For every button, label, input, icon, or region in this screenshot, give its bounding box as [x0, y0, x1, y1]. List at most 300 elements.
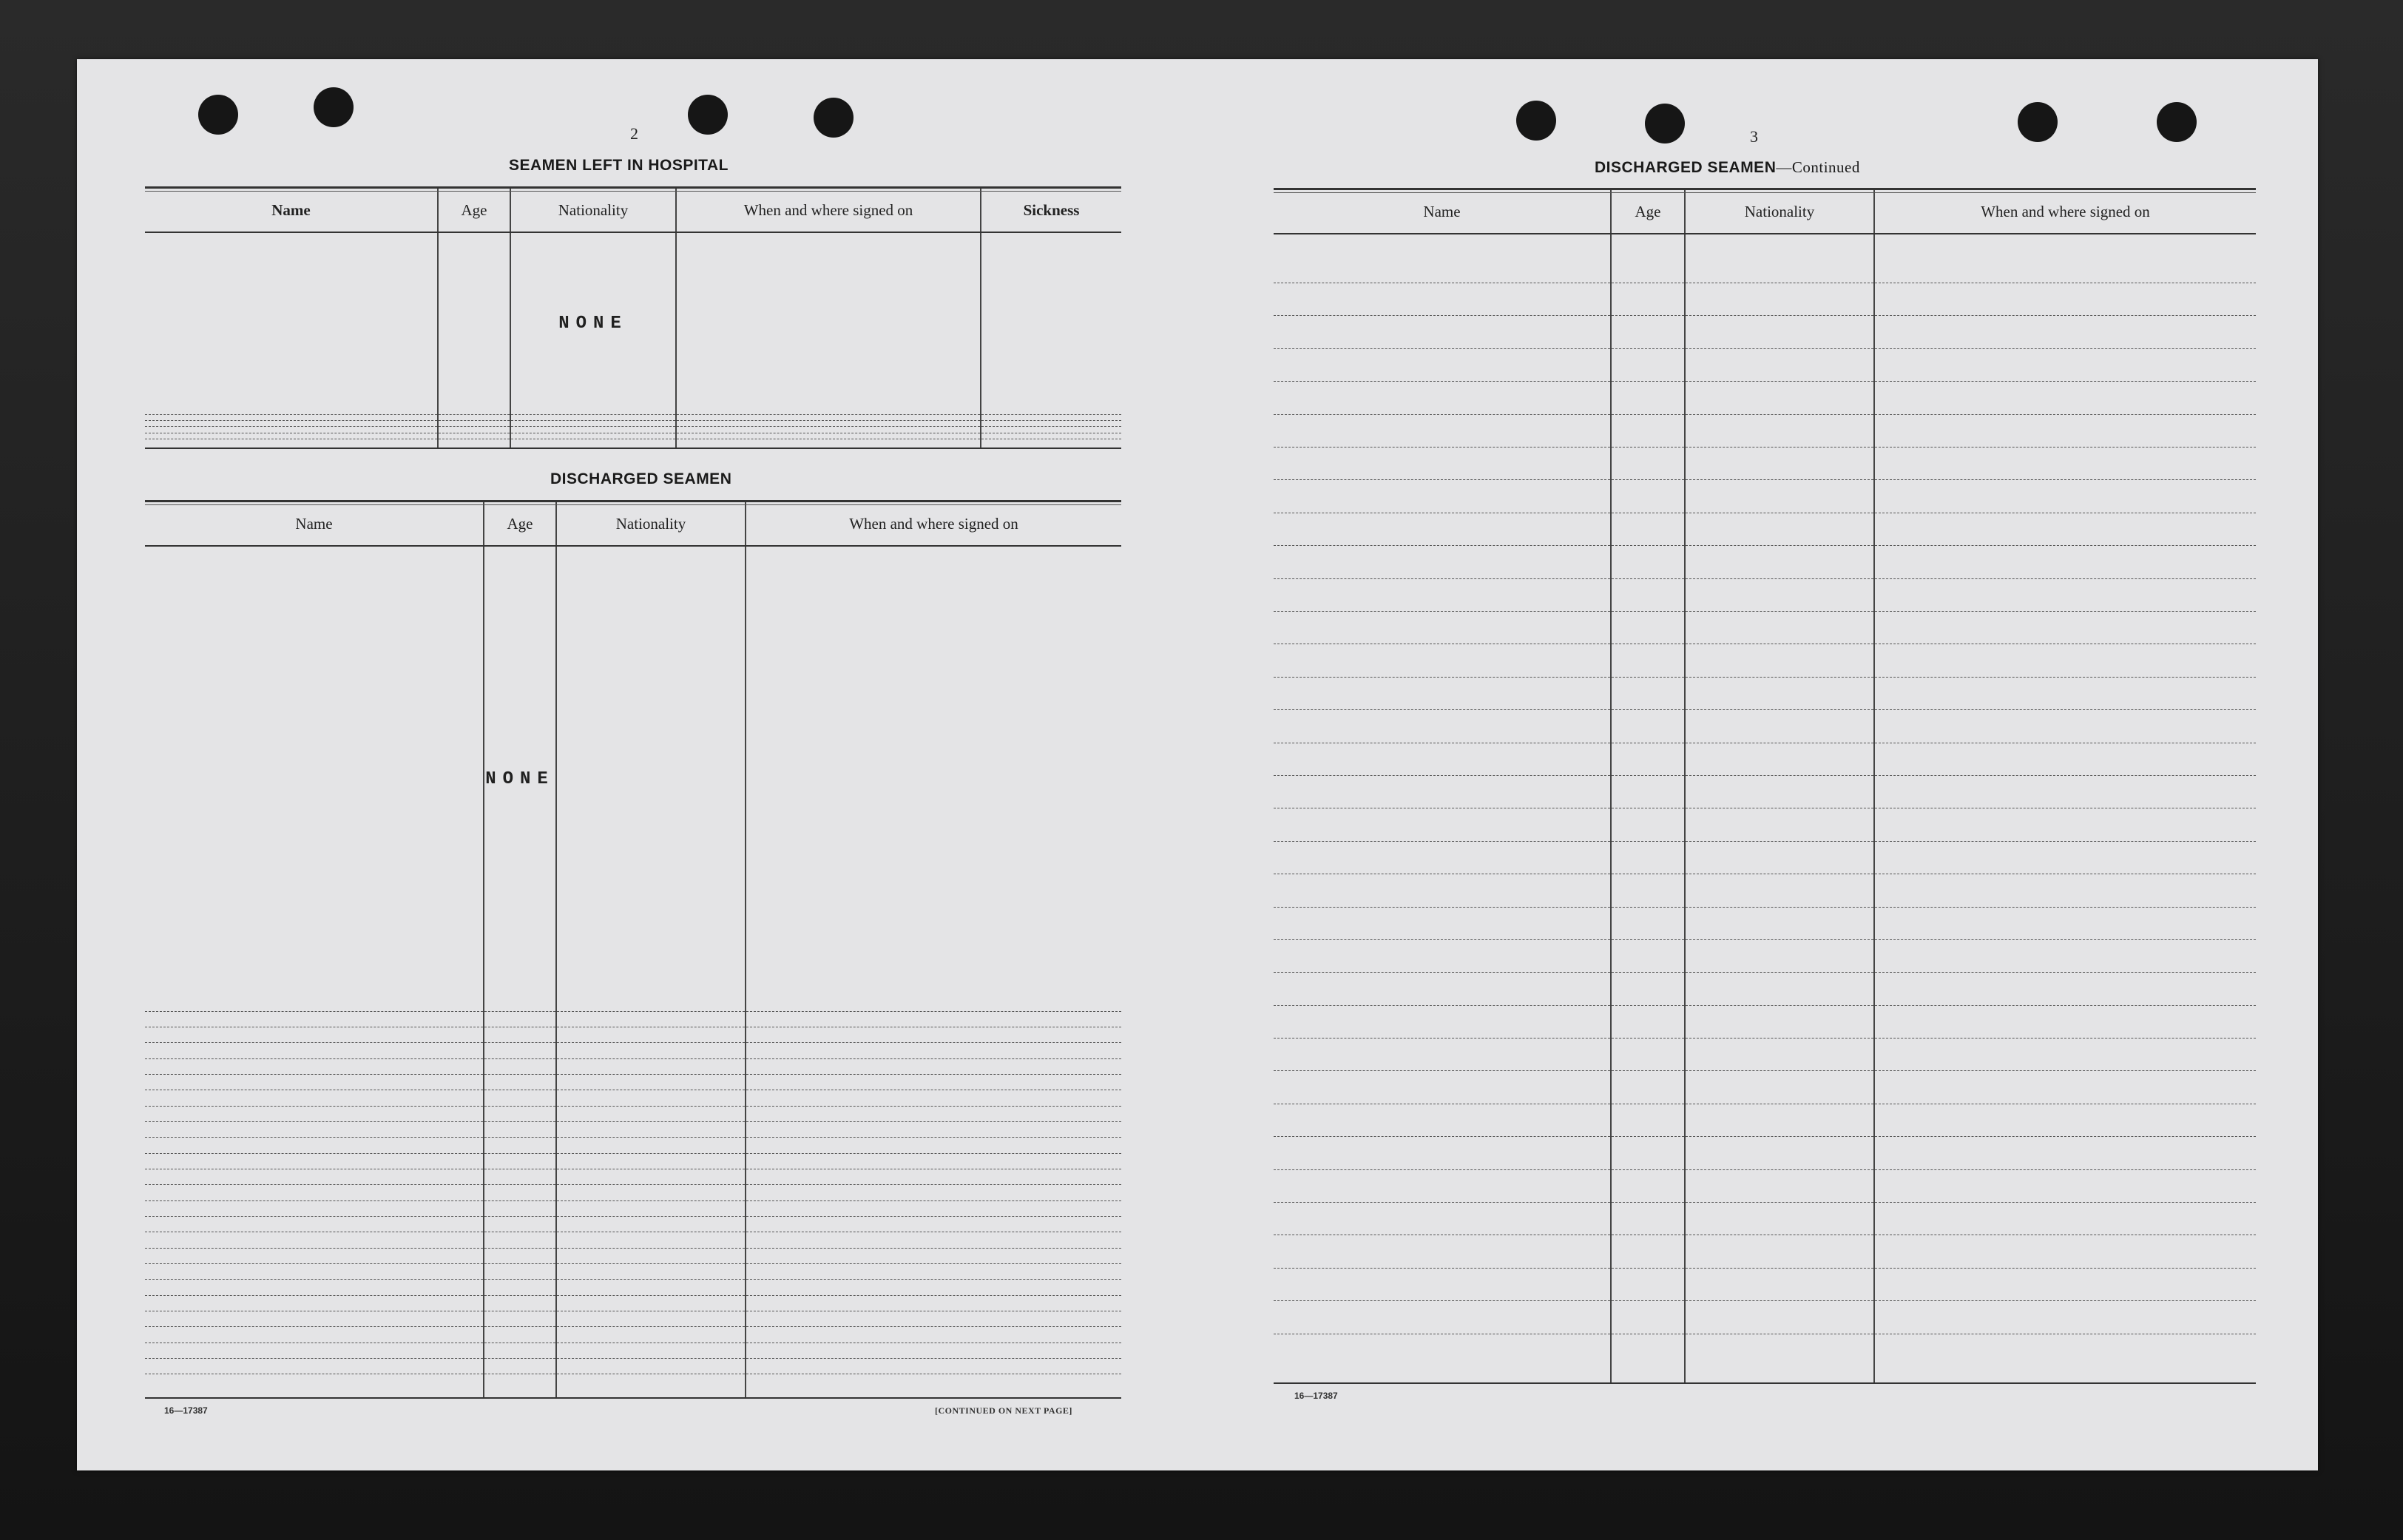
table-cell: [145, 1058, 484, 1074]
table-cell: [1274, 1334, 1611, 1383]
table-cell: [145, 546, 484, 1011]
table-cell: [1611, 1268, 1685, 1300]
table-cell: [746, 1217, 1121, 1232]
table-row: [1274, 316, 2256, 348]
table-cell: [145, 1343, 484, 1358]
continued-suffix: —Continued: [1776, 158, 1860, 176]
table-cell: [1685, 448, 1874, 480]
table-cell: [145, 1075, 484, 1090]
table-row: [1274, 1039, 2256, 1071]
table-cell: [556, 1153, 746, 1169]
table-cell: [145, 1374, 484, 1398]
table-cell: [484, 1106, 556, 1121]
table-cell: [484, 1200, 556, 1216]
table-cell: [1874, 644, 2256, 677]
table-row: [1274, 907, 2256, 939]
table-row: [1274, 612, 2256, 644]
table-cell: [1611, 1169, 1685, 1202]
table-cell: [484, 1295, 556, 1311]
table-cell: [1874, 448, 2256, 480]
table-row: [1274, 348, 2256, 381]
table-cell: [1611, 907, 1685, 939]
table-cell: [145, 232, 438, 414]
table-cell: [1274, 513, 1611, 545]
table-cell: [1685, 841, 1874, 874]
table-cell: [1874, 283, 2256, 316]
table-row: [145, 1153, 1121, 1169]
table-cell: [1611, 874, 1685, 907]
table-cell: [1685, 546, 1874, 578]
table-row: [145, 232, 1121, 414]
table-cell: [145, 1185, 484, 1200]
table-cell: [438, 427, 510, 433]
table-cell: [1274, 348, 1611, 381]
form-code-left: 16—17387: [164, 1405, 208, 1416]
table-row: [1274, 710, 2256, 743]
table-cell: [484, 1043, 556, 1058]
table-cell: [484, 1343, 556, 1358]
table-cell: [145, 420, 438, 426]
table-cell: [556, 1058, 746, 1074]
discharged-section-title: DISCHARGED SEAMEN: [550, 470, 732, 487]
table-cell: [1685, 1071, 1874, 1104]
table-cell: [484, 1232, 556, 1248]
table-row: [145, 1185, 1121, 1200]
table-row: [1274, 743, 2256, 775]
table-cell: [145, 439, 438, 448]
column-header-signed-on: When and where signed on: [1874, 190, 2256, 234]
table-cell: [1874, 841, 2256, 874]
hospital-section-title: SEAMEN LEFT IN HOSPITAL: [509, 157, 729, 174]
column-header-nationality: Nationality: [510, 189, 676, 232]
table-cell: [746, 1106, 1121, 1121]
table-cell: [1611, 1039, 1685, 1071]
table-cell: [556, 1311, 746, 1327]
table-row: [145, 1343, 1121, 1358]
table-cell: [1611, 808, 1685, 841]
table-row: [1274, 973, 2256, 1005]
table-cell: [556, 1138, 746, 1153]
table-cell: [1274, 1104, 1611, 1136]
column-header-signed-on: When and where signed on: [746, 502, 1121, 546]
table-cell: [1685, 1301, 1874, 1334]
table-cell: [1685, 234, 1874, 283]
table-cell: [1874, 939, 2256, 972]
table-cell: [145, 1327, 484, 1343]
table-cell: [484, 1374, 556, 1398]
table-cell: [1874, 1268, 2256, 1300]
table-cell: [746, 546, 1121, 1011]
table-cell: [1611, 644, 1685, 677]
table-cell: [145, 1043, 484, 1058]
table-cell: [1611, 677, 1685, 709]
table-cell: [1685, 1005, 1874, 1038]
table-row: [1274, 1334, 2256, 1383]
table-row: [145, 1138, 1121, 1153]
table-cell: [746, 1248, 1121, 1263]
table-row: [145, 420, 1121, 426]
table-cell: [1874, 1203, 2256, 1235]
column-header-name: Name: [1274, 190, 1611, 234]
table-cell: [556, 1169, 746, 1185]
table-row: [1274, 382, 2256, 414]
table-cell: [746, 1043, 1121, 1058]
table-row: [145, 1200, 1121, 1216]
table-cell: [556, 1075, 746, 1090]
table-cell: [1274, 283, 1611, 316]
table-cell: [1685, 578, 1874, 611]
table-cell: [1874, 907, 2256, 939]
table-cell: [1685, 283, 1874, 316]
table-cell: [1874, 1104, 2256, 1136]
table-cell: [1274, 612, 1611, 644]
table-cell: [1611, 348, 1685, 381]
table-row: [1274, 414, 2256, 447]
table-cell: [1685, 644, 1874, 677]
table-cell: [981, 439, 1121, 448]
table-cell: [676, 414, 981, 420]
table-row: [145, 1027, 1121, 1043]
table-cell: [484, 1311, 556, 1327]
table-row: [145, 1327, 1121, 1343]
table-cell: [1611, 546, 1685, 578]
table-cell: [484, 1169, 556, 1185]
punch-hole: [198, 95, 238, 135]
table-row: [1274, 1005, 2256, 1038]
table-cell: [556, 1027, 746, 1043]
table-cell: [1685, 939, 1874, 972]
column-header-nationality: Nationality: [1685, 190, 1874, 234]
punch-hole: [688, 95, 728, 135]
table-cell: [1274, 677, 1611, 709]
table-cell: [145, 1200, 484, 1216]
table-cell: [1611, 316, 1685, 348]
table-row: [145, 1058, 1121, 1074]
table-cell: [1274, 1268, 1611, 1300]
table-cell: [1685, 743, 1874, 775]
table-row: [1274, 841, 2256, 874]
table-cell: [1685, 316, 1874, 348]
table-cell: [1874, 513, 2256, 545]
table-cell: [1611, 1203, 1685, 1235]
table-cell: [746, 1185, 1121, 1200]
table-cell: [1274, 382, 1611, 414]
table-cell: [484, 1185, 556, 1200]
table-cell: [438, 420, 510, 426]
table-cell: [484, 1217, 556, 1232]
table-row: [1274, 283, 2256, 316]
table-cell: [484, 1027, 556, 1043]
table-cell: [1611, 841, 1685, 874]
table-cell: [1611, 513, 1685, 545]
table-cell: [1685, 874, 1874, 907]
table-cell: [556, 1043, 746, 1058]
table-row: [145, 433, 1121, 439]
table-cell: [556, 1200, 746, 1216]
table-cell: [145, 1311, 484, 1327]
table-cell: [676, 420, 981, 426]
table-cell: [676, 433, 981, 439]
table-cell: [981, 232, 1121, 414]
table-cell: [510, 232, 676, 414]
table-cell: [145, 1280, 484, 1295]
table-cell: [145, 414, 438, 420]
table-row: [1274, 1104, 2256, 1136]
table-cell: [556, 1295, 746, 1311]
table-cell: [1274, 1005, 1611, 1038]
table-cell: [556, 1232, 746, 1248]
table-cell: [1611, 939, 1685, 972]
table-cell: [1874, 1235, 2256, 1268]
table-row: [1274, 1203, 2256, 1235]
table-cell: [746, 1058, 1121, 1074]
table-row: [1274, 1301, 2256, 1334]
table-cell: [1685, 907, 1874, 939]
table-cell: [746, 1280, 1121, 1295]
form-code-right: 16—17387: [1294, 1391, 1338, 1401]
table-cell: [1874, 1301, 2256, 1334]
punch-hole: [1645, 104, 1685, 143]
table-cell: [981, 414, 1121, 420]
table-cell: [1685, 710, 1874, 743]
table-cell: [1685, 348, 1874, 381]
table-cell: [1611, 382, 1685, 414]
table-cell: [556, 1090, 746, 1106]
table-cell: [556, 1106, 746, 1121]
column-header-nationality: Nationality: [556, 502, 746, 546]
continued-note: [CONTINUED ON NEXT PAGE]: [935, 1405, 1072, 1416]
table-cell: [1274, 448, 1611, 480]
column-header-age: Age: [1611, 190, 1685, 234]
table-cell: [746, 1327, 1121, 1343]
table-cell: [981, 427, 1121, 433]
table-cell: [484, 546, 556, 1011]
table-cell: [1274, 414, 1611, 447]
table-row: [145, 414, 1121, 420]
table-cell: [981, 420, 1121, 426]
table-cell: [145, 1232, 484, 1248]
table-cell: [1611, 1334, 1685, 1383]
table-cell: [746, 1343, 1121, 1358]
table-row: [145, 1359, 1121, 1374]
table-row: [145, 546, 1121, 1011]
table-row: [1274, 1137, 2256, 1169]
table-cell: [145, 433, 438, 439]
table-cell: [1874, 775, 2256, 808]
table-cell: [1685, 480, 1874, 513]
table-cell: [1274, 546, 1611, 578]
table-cell: [1611, 973, 1685, 1005]
table-cell: [1611, 612, 1685, 644]
table-cell: [145, 1027, 484, 1043]
table-cell: [1274, 234, 1611, 283]
table-cell: [1274, 874, 1611, 907]
page-number-left: 2: [630, 124, 638, 143]
table-row: [145, 1374, 1121, 1398]
table-cell: [145, 1169, 484, 1185]
table-row: [1274, 677, 2256, 709]
table-cell: [484, 1327, 556, 1343]
table-cell: [510, 439, 676, 448]
table-cell: [1874, 578, 2256, 611]
table-cell: [510, 420, 676, 426]
discharged-continued-title-text: DISCHARGED SEAMEN: [1595, 159, 1777, 176]
table-row: [145, 1295, 1121, 1311]
table-cell: [1611, 234, 1685, 283]
table-row: [1274, 1169, 2256, 1202]
table-row: [145, 427, 1121, 433]
table-cell: [1874, 1039, 2256, 1071]
table-cell: [484, 1122, 556, 1138]
table-cell: [1611, 1071, 1685, 1104]
table-cell: [1874, 414, 2256, 447]
table-row: [1274, 939, 2256, 972]
table-cell: [1874, 808, 2256, 841]
none-entry: NONE: [485, 769, 555, 789]
table-cell: [1685, 808, 1874, 841]
table-row: [145, 1169, 1121, 1185]
table-cell: [1685, 775, 1874, 808]
table-row: [1274, 1268, 2256, 1300]
punch-hole: [314, 87, 354, 127]
discharged-continued-title: [1595, 158, 1860, 177]
punch-hole: [2157, 102, 2197, 142]
table-cell: [484, 1248, 556, 1263]
table-cell: [1611, 578, 1685, 611]
table-cell: [1874, 546, 2256, 578]
table-cell: [1611, 1301, 1685, 1334]
table-cell: [746, 1153, 1121, 1169]
table-cell: [1874, 234, 2256, 283]
table-cell: [1685, 677, 1874, 709]
table-cell: [1274, 775, 1611, 808]
table-cell: [1611, 1137, 1685, 1169]
table-cell: [1874, 677, 2256, 709]
table-cell: [1685, 1334, 1874, 1383]
table-cell: [484, 1011, 556, 1027]
table-cell: [1274, 907, 1611, 939]
table-cell: [484, 1264, 556, 1280]
table-row: [145, 1217, 1121, 1232]
table-cell: [746, 1200, 1121, 1216]
table-row: [145, 1090, 1121, 1106]
table-cell: [1874, 382, 2256, 414]
column-header-name: Name: [145, 502, 484, 546]
table-cell: [746, 1264, 1121, 1280]
table-cell: [1274, 644, 1611, 677]
table-cell: [1274, 1039, 1611, 1071]
table-row: [1274, 234, 2256, 283]
table-cell: [556, 1122, 746, 1138]
table-cell: [1874, 1137, 2256, 1169]
table-cell: [556, 1327, 746, 1343]
table-cell: [1274, 973, 1611, 1005]
table-cell: [746, 1311, 1121, 1327]
table-cell: [1274, 710, 1611, 743]
table-cell: [145, 1153, 484, 1169]
table-row: [1274, 480, 2256, 513]
punch-hole: [1516, 101, 1556, 141]
table-cell: [510, 414, 676, 420]
discharged-continued-table: [1274, 188, 2256, 1384]
table-cell: [438, 414, 510, 420]
table-cell: [1274, 1203, 1611, 1235]
table-cell: [1874, 743, 2256, 775]
table-row: [145, 439, 1121, 448]
table-cell: [1611, 1005, 1685, 1038]
table-cell: [746, 1374, 1121, 1398]
table-cell: [746, 1122, 1121, 1138]
table-row: [1274, 546, 2256, 578]
table-cell: [1685, 1169, 1874, 1202]
table-row: [1274, 874, 2256, 907]
table-cell: [1874, 480, 2256, 513]
table-cell: [746, 1011, 1121, 1027]
punch-hole: [2018, 102, 2058, 142]
table-row: [1274, 578, 2256, 611]
table-cell: [145, 1248, 484, 1263]
table-cell: [556, 1343, 746, 1358]
table-row: [145, 1248, 1121, 1263]
table-cell: [746, 1138, 1121, 1153]
table-cell: [510, 427, 676, 433]
table-cell: [510, 433, 676, 439]
table-cell: [1274, 1235, 1611, 1268]
table-cell: [1685, 973, 1874, 1005]
table-row: [1274, 644, 2256, 677]
table-row: [145, 1280, 1121, 1295]
table-cell: [746, 1090, 1121, 1106]
table-cell: [746, 1359, 1121, 1374]
table-row: [145, 1122, 1121, 1138]
table-cell: [1611, 1235, 1685, 1268]
table-cell: [145, 1295, 484, 1311]
table-cell: [1274, 808, 1611, 841]
table-row: [145, 1043, 1121, 1058]
table-cell: [1611, 480, 1685, 513]
table-cell: [438, 232, 510, 414]
table-cell: [556, 1217, 746, 1232]
table-cell: [1611, 414, 1685, 447]
table-row: [1274, 1235, 2256, 1268]
table-row: [1274, 513, 2256, 545]
table-cell: [746, 1232, 1121, 1248]
table-cell: [484, 1153, 556, 1169]
table-cell: [1685, 612, 1874, 644]
table-cell: [145, 1264, 484, 1280]
table-cell: [1685, 1235, 1874, 1268]
table-cell: [746, 1027, 1121, 1043]
table-cell: [556, 1248, 746, 1263]
table-cell: [145, 1359, 484, 1374]
column-header-age: Age: [484, 502, 556, 546]
table-row: [1274, 775, 2256, 808]
table-cell: [1685, 1268, 1874, 1300]
table-cell: [1874, 612, 2256, 644]
table-cell: [145, 1122, 484, 1138]
table-cell: [746, 1075, 1121, 1090]
table-cell: [1874, 1005, 2256, 1038]
table-row: [145, 1106, 1121, 1121]
table-row: [145, 1232, 1121, 1248]
table-cell: [556, 1374, 746, 1398]
table-cell: [746, 1295, 1121, 1311]
hospital-table: [145, 186, 1121, 449]
table-cell: [1274, 939, 1611, 972]
discharged-table: [145, 500, 1121, 1399]
table-cell: [1274, 578, 1611, 611]
table-cell: [556, 1359, 746, 1374]
